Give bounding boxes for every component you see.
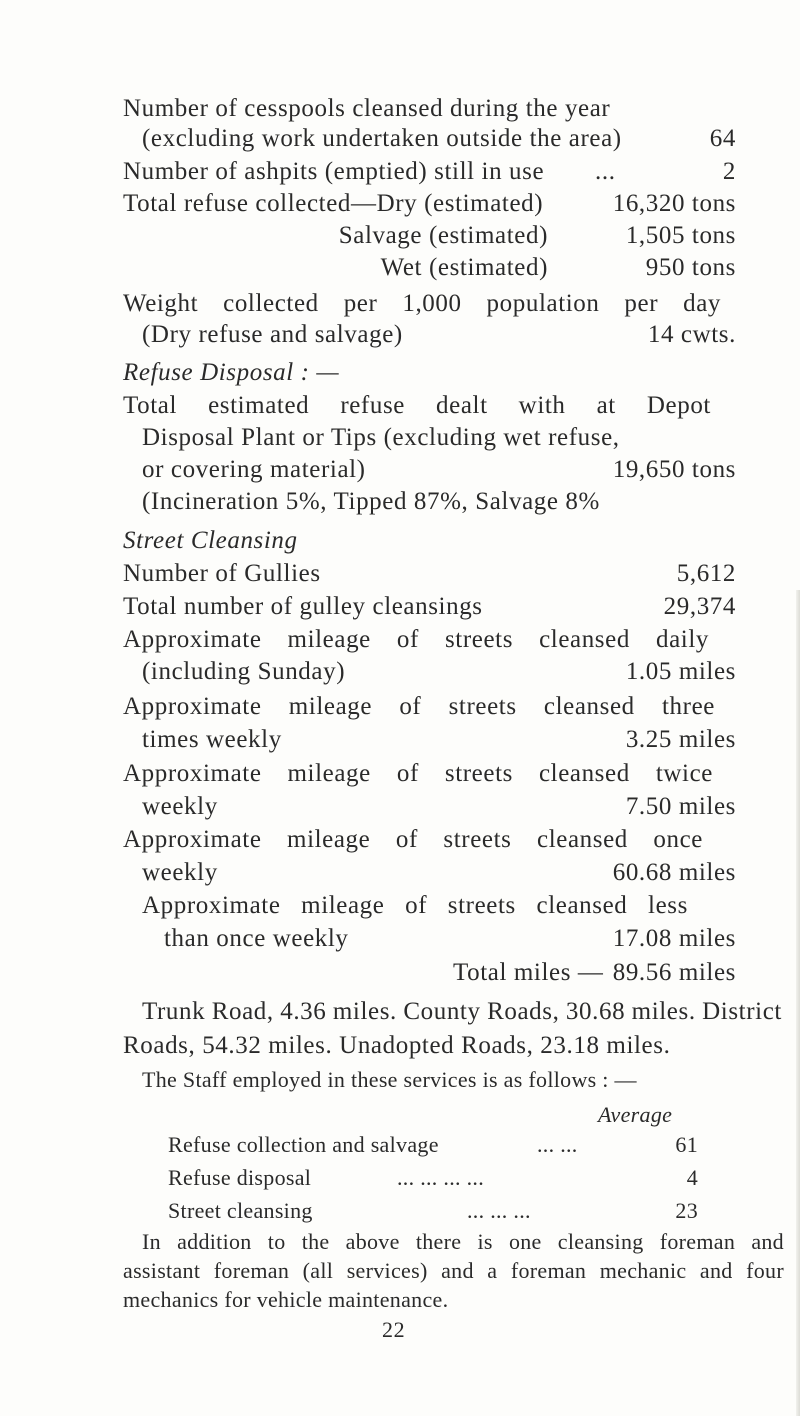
mileage-twice-line-1: Approximate mileage of streets cleansed twice bbox=[123, 760, 713, 787]
staff-row-value: 4 bbox=[686, 1165, 698, 1190]
refuse-disposal-heading: Refuse Disposal : — bbox=[123, 359, 340, 386]
staff-paragraph-line-3: mechanics for vehicle maintenance. bbox=[123, 1287, 449, 1312]
total-miles-value: 89.56 miles bbox=[612, 959, 736, 986]
mileage-once-line-1: Approximate mileage of streets cleansed once bbox=[123, 826, 703, 853]
refuse-disposal-line-4: (Incineration 5%, Tipped 87%, Salvage 8% bbox=[142, 488, 600, 515]
mileage-three-line-1: Approximate mileage of streets cleansed three bbox=[123, 693, 715, 720]
mileage-less-value: 17.08 miles bbox=[612, 925, 736, 952]
mileage-twice-line-2: weekly bbox=[142, 793, 218, 820]
ashpits-label: Number of ashpits (emptied) still in use bbox=[123, 158, 545, 185]
cesspools-line-1: Number of cesspools cleansed during the year bbox=[123, 95, 611, 122]
ashpits-value: 2 bbox=[722, 158, 736, 185]
mileage-twice-value: 7.50 miles bbox=[625, 793, 736, 820]
staff-row-label: Refuse disposal bbox=[168, 1165, 312, 1190]
mileage-three-line-2: times weekly bbox=[142, 726, 282, 753]
refuse-salvage-label: Salvage (estimated) bbox=[338, 222, 548, 249]
mileage-daily-line-2: (including Sunday) bbox=[142, 658, 346, 685]
mileage-once-value: 60.68 miles bbox=[612, 859, 736, 886]
ashpits-dots: ... bbox=[595, 158, 616, 185]
staff-row-dots: ... ... ... bbox=[467, 1198, 531, 1223]
refuse-disposal-line-2: Disposal Plant or Tips (excluding wet refuse, bbox=[142, 424, 620, 451]
refuse-disposal-line-3: or covering material) bbox=[142, 456, 366, 483]
page-edge-shadow bbox=[796, 590, 800, 1416]
staff-row-label: Street cleansing bbox=[168, 1198, 313, 1223]
page-number: 22 bbox=[382, 1317, 406, 1342]
cesspools-line-2: (excluding work undertaken outside the area) bbox=[142, 125, 622, 152]
staff-paragraph-line-1: In addition to the above there is one cleansing foreman and bbox=[142, 1229, 784, 1254]
refuse-wet-value: 950 tons bbox=[645, 254, 736, 281]
refuse-disposal-line-1: Total estimated refuse dealt with at Depot bbox=[123, 392, 711, 419]
staff-row-dots: ... ... bbox=[537, 1132, 578, 1157]
roads-line-2: Roads, 54.32 miles. Unadopted Roads, 23.18 miles. bbox=[123, 1032, 671, 1059]
refuse-wet-label: Wet (estimated) bbox=[380, 254, 548, 281]
gullies-value: 5,612 bbox=[676, 560, 736, 587]
street-cleansing-heading: Street Cleansing bbox=[123, 527, 298, 554]
gulley-cleansings-value: 29,374 bbox=[663, 593, 736, 620]
refuse-disposal-value: 19,650 tons bbox=[612, 456, 736, 483]
mileage-once-line-2: weekly bbox=[142, 859, 218, 886]
staff-row-dots: ... ... ... ... bbox=[397, 1165, 484, 1190]
staff-average-header: Average bbox=[598, 1102, 673, 1127]
refuse-salvage-value: 1,505 tons bbox=[625, 222, 736, 249]
mileage-less-line-1: Approximate mileage of streets cleansed less bbox=[142, 892, 688, 919]
roads-line-1: Trunk Road, 4.36 miles. County Roads, 30.68 miles. District bbox=[142, 998, 782, 1025]
staff-row-value: 23 bbox=[675, 1198, 698, 1223]
total-miles-label: Total miles — bbox=[453, 959, 604, 986]
mileage-three-value: 3.25 miles bbox=[625, 726, 736, 753]
staff-row-value: 61 bbox=[675, 1132, 698, 1157]
staff-paragraph-line-2: assistant foreman (all services) and a foreman mechanic and four bbox=[123, 1258, 784, 1283]
staff-row-label: Refuse collection and salvage bbox=[168, 1132, 439, 1157]
staff-intro: The Staff employed in these services is as follows : — bbox=[142, 1067, 637, 1092]
refuse-collected-label: Total refuse collected—Dry (estimated) bbox=[123, 190, 544, 217]
gullies-label: Number of Gullies bbox=[123, 560, 321, 587]
mileage-daily-line-1: Approximate mileage of streets cleansed daily bbox=[123, 626, 709, 653]
gulley-cleansings-label: Total number of gulley cleansings bbox=[123, 593, 483, 620]
mileage-daily-value: 1.05 miles bbox=[625, 658, 736, 685]
mileage-less-line-2: than once weekly bbox=[164, 925, 349, 952]
weight-line-2: (Dry refuse and salvage) bbox=[142, 321, 403, 348]
weight-line-1: Weight collected per 1,000 population per day bbox=[123, 290, 721, 317]
cesspools-value: 64 bbox=[709, 125, 736, 152]
weight-value: 14 cwts. bbox=[647, 321, 736, 348]
refuse-dry-value: 16,320 tons bbox=[612, 190, 736, 217]
